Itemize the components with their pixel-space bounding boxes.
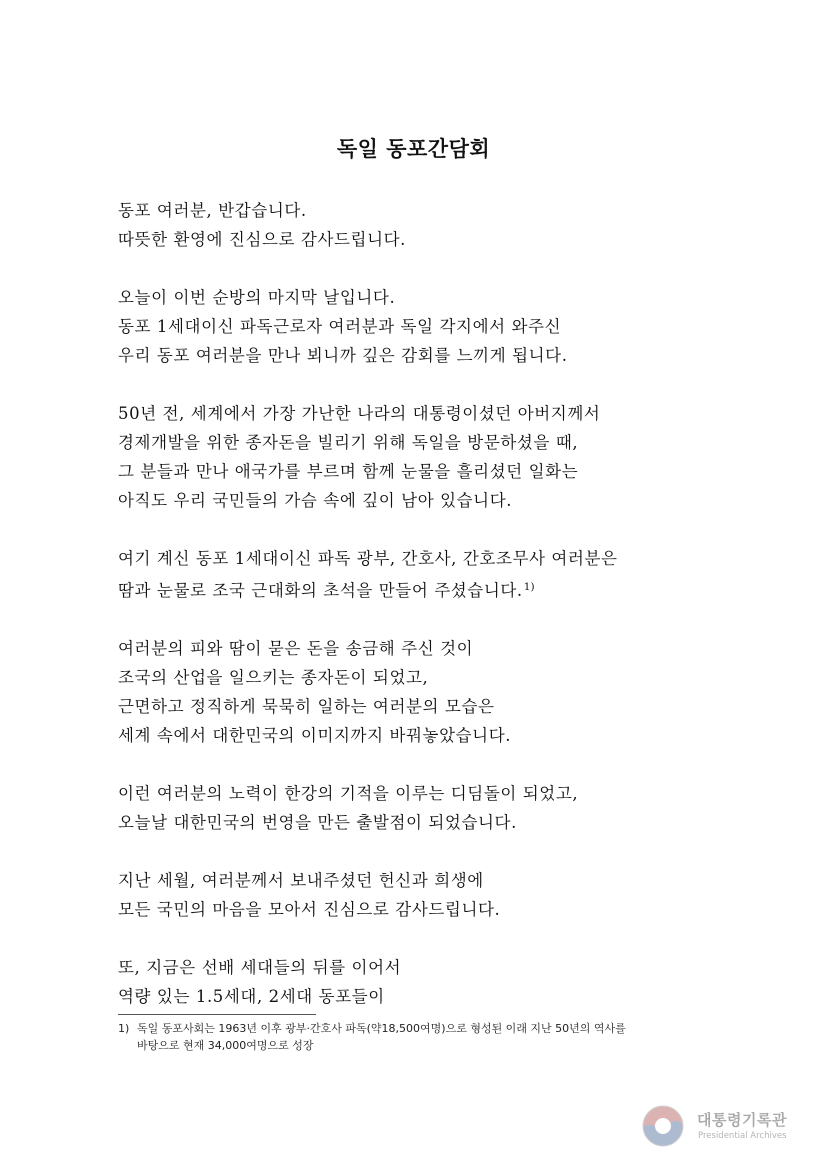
footnote-text: 바탕으로 현재 34,000여명으로 성장 [137, 1039, 314, 1052]
text-line: 오늘이 이번 순방의 마지막 날입니다. [118, 288, 396, 307]
text-line: 오늘날 대한민국의 번영을 만든 출발점이 되었습니다. [118, 813, 517, 832]
text-line: 동포 1세대이신 파독근로자 여러분과 독일 각지에서 와주신 [118, 317, 562, 336]
text-line-with-footnote [118, 573, 758, 605]
paragraph-6 [118, 779, 758, 837]
text-line: 이런 여러분의 노력이 한강의 기적을 이루는 디딤돌이 되었고, [118, 784, 579, 803]
text-line: 따뜻한 환영에 진심으로 감사드립니다. [118, 230, 407, 249]
text-line: 또, 지금은 선배 세대들의 뒤를 이어서 [118, 958, 402, 977]
text-line: 땀과 눈물로 조국 근대화의 초석을 만들어 주셨습니다. [118, 581, 523, 600]
footnote-line [118, 1020, 718, 1037]
text-line: 모든 국민의 마음을 모아서 진심으로 감사드립니다. [118, 900, 501, 919]
paragraph-7 [118, 866, 758, 924]
paragraph-4 [118, 544, 758, 605]
text-line: 우리 동포 여러분을 만나 뵈니까 깊은 감회를 느끼게 됩니다. [118, 346, 568, 365]
archive-name-english: Presidential Archives [698, 1131, 787, 1141]
page-title: 독일 동포간담회 [336, 137, 491, 161]
text-line: 지난 세월, 여러분께서 보내주셨던 헌신과 희생에 [118, 871, 484, 890]
text-line: 역량 있는 1.5세대, 2세대 동포들이 [118, 987, 385, 1006]
text-line: 여기 계신 동포 1세대이신 파독 광부, 간호사, 간호조무사 여러분은 [118, 549, 618, 568]
text-line: 여러분의 피와 땀이 묻은 돈을 송금해 주신 것이 [118, 639, 474, 658]
text-line: 아직도 우리 국민들의 가슴 속에 깊이 남아 있습니다. [118, 491, 513, 510]
text-line: 경제개발을 위한 종자돈을 빌리기 위해 독일을 방문하셨을 때, [118, 433, 579, 452]
footnote-divider [118, 1014, 316, 1015]
text-line: 50년 전, 세계에서 가장 가난한 나라의 대통령이셨던 아버지께서 [118, 404, 601, 423]
text-line: 동포 여러분, 반갑습니다. [118, 201, 307, 220]
text-line: 그 분들과 만나 애국가를 부르며 함께 눈물을 흘리셨던 일화는 [118, 462, 579, 481]
speech-body [118, 196, 758, 1040]
footnote-reference[interactable]: 1) [523, 581, 535, 593]
taegeuk-logo-icon [641, 1104, 685, 1148]
archive-name-korean: 대통령기록관 [697, 1111, 787, 1129]
text-line: 조국의 산업을 일으키는 종자돈이 되었고, [118, 668, 429, 687]
paragraph-2 [118, 283, 758, 370]
paragraph-5 [118, 634, 758, 750]
footnote-number: 1) [118, 1022, 130, 1035]
text-line: 세계 속에서 대한민국의 이미지까지 바꿔놓았습니다. [118, 726, 512, 745]
paragraph-3 [118, 399, 758, 515]
paragraph-1 [118, 196, 758, 254]
archive-watermark [641, 1103, 811, 1149]
footnote [118, 1020, 718, 1054]
footnote-text: 독일 동포사회는 1963년 이후 광부·간호사 파독(약18,500여명)으로 형성된 이래 지난 50년의 역사를 [137, 1022, 626, 1035]
paragraph-8 [118, 953, 758, 1011]
text-line: 근면하고 정직하게 묵묵히 일하는 여러분의 모습은 [118, 697, 495, 716]
